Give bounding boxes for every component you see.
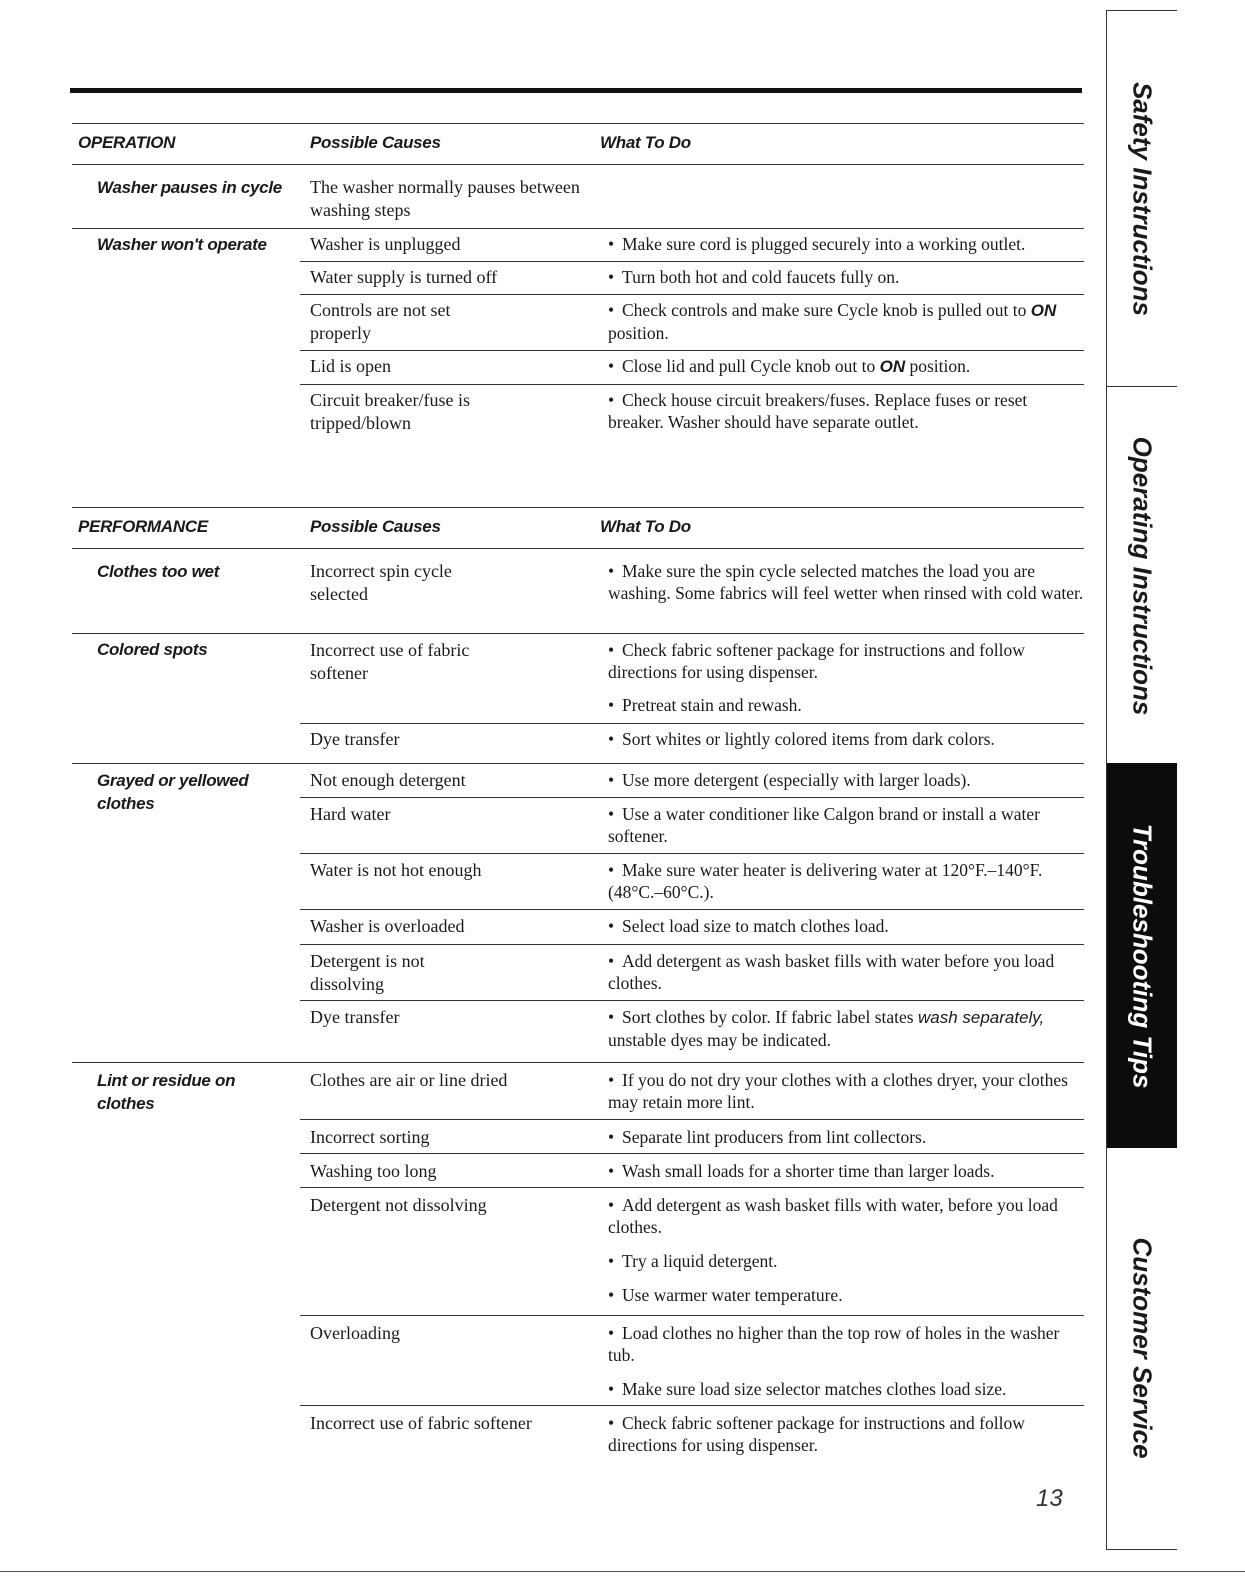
todo-body: position. bbox=[608, 323, 669, 343]
cause-text: Dye transfer bbox=[310, 1007, 400, 1027]
todo-body: Sort clothes by color. If fabric label states bbox=[622, 1007, 918, 1027]
todo-body: Select load size to match clothes load. bbox=[622, 916, 889, 936]
tab-safety-instructions[interactable] bbox=[1107, 11, 1177, 387]
todo-text bbox=[608, 694, 1084, 716]
cause-text: Not enough detergent bbox=[310, 770, 466, 790]
performance-title: PERFORMANCE bbox=[78, 517, 208, 536]
table-row bbox=[300, 797, 1084, 846]
bullet-glyph: • bbox=[608, 695, 615, 715]
todo-text bbox=[608, 639, 1084, 683]
todo-body: Add detergent as wash basket fills with water before you load clothes. bbox=[608, 951, 1055, 993]
cause-text: Washing too long bbox=[310, 1161, 437, 1181]
bullet-glyph: • bbox=[608, 1127, 615, 1147]
table-row bbox=[300, 1000, 1084, 1050]
bullet-glyph: • bbox=[608, 916, 615, 936]
cause-text: Overloading bbox=[310, 1323, 400, 1343]
todo-text bbox=[608, 355, 1084, 378]
todo-text bbox=[608, 266, 1084, 288]
todo-text bbox=[608, 1069, 1084, 1113]
problem-divider bbox=[72, 633, 300, 634]
cause-text: Water is not hot enough bbox=[310, 860, 482, 880]
tab-operating-instructions[interactable] bbox=[1107, 388, 1177, 763]
todo-text bbox=[608, 728, 1084, 750]
bullet-glyph: • bbox=[608, 1379, 615, 1399]
problem-divider bbox=[72, 228, 300, 229]
bullet-glyph: • bbox=[608, 1195, 615, 1215]
bottom-rule bbox=[0, 1571, 1245, 1572]
table-row bbox=[300, 228, 1084, 254]
bullet-glyph: • bbox=[608, 300, 615, 320]
todo-text bbox=[608, 233, 1084, 255]
todo-text bbox=[608, 803, 1084, 847]
cause-text: Detergent not dissolving bbox=[310, 1195, 487, 1215]
cause-text: Water supply is turned off bbox=[310, 267, 498, 287]
bullet-glyph: • bbox=[608, 234, 615, 254]
todo-body: Turn both hot and cold faucets fully on. bbox=[622, 267, 900, 287]
todo-text bbox=[608, 915, 1084, 937]
todo-text bbox=[608, 389, 1084, 433]
tab-label: Safety Instructions bbox=[1127, 81, 1158, 316]
todo-text bbox=[608, 1194, 1084, 1238]
tab-label: Operating Instructions bbox=[1127, 436, 1158, 715]
todo-text bbox=[608, 1250, 1084, 1272]
table-row bbox=[300, 1119, 1084, 1147]
tab-troubleshooting-tips[interactable] bbox=[1107, 763, 1177, 1148]
operation-todo-header: What To Do bbox=[600, 133, 691, 152]
cause-text: Incorrect sorting bbox=[310, 1127, 430, 1147]
table-row bbox=[300, 944, 1084, 994]
bullet-glyph: • bbox=[608, 860, 615, 880]
problem-washer-wont-operate: Washer won't operate bbox=[97, 235, 267, 254]
todo-text bbox=[608, 299, 1084, 344]
table-row bbox=[300, 294, 1084, 343]
table-row bbox=[300, 350, 1084, 376]
todo-emphasis: ON bbox=[1030, 301, 1057, 320]
todo-body: Check house circuit breakers/fuses. Replace fuses or reset breaker. Washer should have separate outlet. bbox=[608, 390, 1028, 432]
todo-text bbox=[608, 769, 1084, 791]
todo-text bbox=[608, 1160, 1084, 1182]
cause-text: Clothes are air or line dried bbox=[310, 1070, 508, 1090]
todo-body: position. bbox=[905, 356, 971, 376]
problem-colored-spots: Colored spots bbox=[97, 640, 208, 659]
operation-causes-header: Possible Causes bbox=[310, 133, 441, 152]
todo-body: unstable dyes may be indicated. bbox=[608, 1030, 832, 1050]
todo-text bbox=[608, 1412, 1084, 1456]
table-row bbox=[300, 384, 1084, 433]
todo-body: Pretreat stain and rewash. bbox=[622, 695, 802, 715]
todo-body: Check controls and make sure Cycle knob is pulled out to bbox=[622, 300, 1031, 320]
cause-text: Incorrect spin cycle selected bbox=[310, 561, 452, 604]
cause-text: Incorrect use of fabric softener bbox=[310, 640, 470, 683]
todo-body: Wash small loads for a shorter time than larger loads. bbox=[622, 1161, 995, 1181]
bullet-glyph: • bbox=[608, 951, 615, 971]
todo-emphasis: wash separately, bbox=[917, 1008, 1045, 1027]
tab-label: Customer Service bbox=[1127, 1237, 1158, 1459]
top-rule bbox=[70, 88, 1082, 93]
todo-text bbox=[608, 1284, 1084, 1306]
cause-text: Lid is open bbox=[310, 356, 391, 376]
table-row bbox=[300, 909, 1084, 936]
todo-body: If you do not dry your clothes with a clothes dryer, your clothes may retain more lint. bbox=[608, 1070, 1068, 1112]
todo-body: Add detergent as wash basket fills with water, before you load clothes. bbox=[608, 1195, 1058, 1237]
cause-text: Circuit breaker/fuse is tripped/blown bbox=[310, 390, 470, 433]
bullet-glyph: • bbox=[608, 640, 615, 660]
bullet-glyph: • bbox=[608, 1285, 615, 1305]
cause-text: Controls are not set properly bbox=[310, 300, 451, 343]
todo-body: Check fabric softener package for instructions and follow directions for using dispenser. bbox=[608, 640, 1025, 682]
bullet-glyph: • bbox=[608, 1161, 615, 1181]
todo-text bbox=[608, 1378, 1084, 1400]
todo-body: Make sure water heater is delivering water at 120°F.–140°F. (48°C.–60°C.). bbox=[608, 860, 1043, 902]
todo-text bbox=[608, 560, 1084, 604]
bullet-glyph: • bbox=[608, 1251, 615, 1271]
todo-emphasis: ON bbox=[879, 357, 906, 376]
cause-text: Hard water bbox=[310, 804, 391, 824]
problem-clothes-too-wet: Clothes too wet bbox=[97, 562, 220, 581]
bullet-glyph: • bbox=[608, 804, 615, 824]
cause-text: The washer normally pauses between washing steps bbox=[310, 177, 580, 220]
todo-body: Sort whites or lightly colored items from dark colors. bbox=[622, 729, 995, 749]
bullet-glyph: • bbox=[608, 1323, 615, 1343]
todo-body: Make sure cord is plugged securely into a working outlet. bbox=[622, 234, 1026, 254]
bullet-glyph: • bbox=[608, 729, 615, 749]
cause-text: Incorrect use of fabric softener bbox=[310, 1413, 532, 1433]
cause-text: Detergent is not dissolving bbox=[310, 951, 425, 994]
problem-lint-residue: Lint or residue on clothes bbox=[97, 1071, 236, 1113]
todo-body: Separate lint producers from lint collectors. bbox=[622, 1127, 927, 1147]
table-row bbox=[300, 261, 1084, 287]
performance-header bbox=[72, 507, 1084, 549]
table-row bbox=[300, 633, 1084, 715]
section-tabs bbox=[1106, 10, 1177, 1550]
table-row bbox=[300, 763, 1084, 790]
table-row bbox=[300, 1153, 1084, 1181]
bullet-glyph: • bbox=[608, 1413, 615, 1433]
page-number: 13 bbox=[1036, 1485, 1063, 1512]
problem-grayed-yellowed: Grayed or yellowed clothes bbox=[97, 771, 249, 813]
table-row bbox=[300, 723, 1084, 749]
cause-text: Dye transfer bbox=[310, 729, 400, 749]
cause-text: Washer is unplugged bbox=[310, 234, 461, 254]
table-row bbox=[300, 1187, 1084, 1305]
todo-text bbox=[608, 1006, 1084, 1051]
todo-body: Close lid and pull Cycle knob out to bbox=[622, 356, 880, 376]
todo-text bbox=[608, 859, 1084, 903]
table-row bbox=[300, 1315, 1084, 1399]
bullet-glyph: • bbox=[608, 356, 615, 376]
todo-text bbox=[608, 1126, 1084, 1148]
todo-body: Use a water conditioner like Calgon brand or install a water softener. bbox=[608, 804, 1040, 846]
todo-body: Load clothes no higher than the top row of holes in the washer tub. bbox=[608, 1323, 1060, 1365]
bullet-glyph: • bbox=[608, 267, 615, 287]
bullet-glyph: • bbox=[608, 1007, 615, 1027]
problem-divider bbox=[72, 1062, 300, 1063]
todo-body: Check fabric softener package for instructions and follow directions for using dispenser. bbox=[608, 1413, 1025, 1455]
tab-customer-service[interactable] bbox=[1107, 1148, 1177, 1548]
table-row bbox=[300, 1405, 1084, 1455]
problem-divider bbox=[72, 763, 300, 764]
todo-body: Try a liquid detergent. bbox=[622, 1251, 778, 1271]
performance-todo-header: What To Do bbox=[600, 517, 691, 536]
bullet-glyph: • bbox=[608, 561, 615, 581]
todo-text bbox=[608, 1322, 1084, 1366]
todo-body: Make sure the spin cycle selected matches the load you are washing. Some fabrics will feel wetter when rinsed with cold water. bbox=[608, 561, 1084, 603]
todo-body: Use warmer water temperature. bbox=[622, 1285, 843, 1305]
bullet-glyph: • bbox=[608, 770, 615, 790]
performance-causes-header: Possible Causes bbox=[310, 517, 441, 536]
table-row bbox=[300, 1062, 1084, 1112]
table-row bbox=[300, 853, 1084, 902]
bullet-glyph: • bbox=[608, 390, 615, 410]
operation-header bbox=[72, 123, 1084, 165]
todo-text bbox=[608, 950, 1084, 994]
todo-body: Make sure load size selector matches clothes load size. bbox=[622, 1379, 1007, 1399]
cause-text: Washer is overloaded bbox=[310, 916, 465, 936]
todo-body: Use more detergent (especially with larger loads). bbox=[622, 770, 971, 790]
problem-washer-pauses: Washer pauses in cycle bbox=[97, 178, 282, 197]
tab-label: Troubleshooting Tips bbox=[1127, 823, 1158, 1088]
operation-title: OPERATION bbox=[78, 133, 176, 152]
bullet-glyph: • bbox=[608, 1070, 615, 1090]
